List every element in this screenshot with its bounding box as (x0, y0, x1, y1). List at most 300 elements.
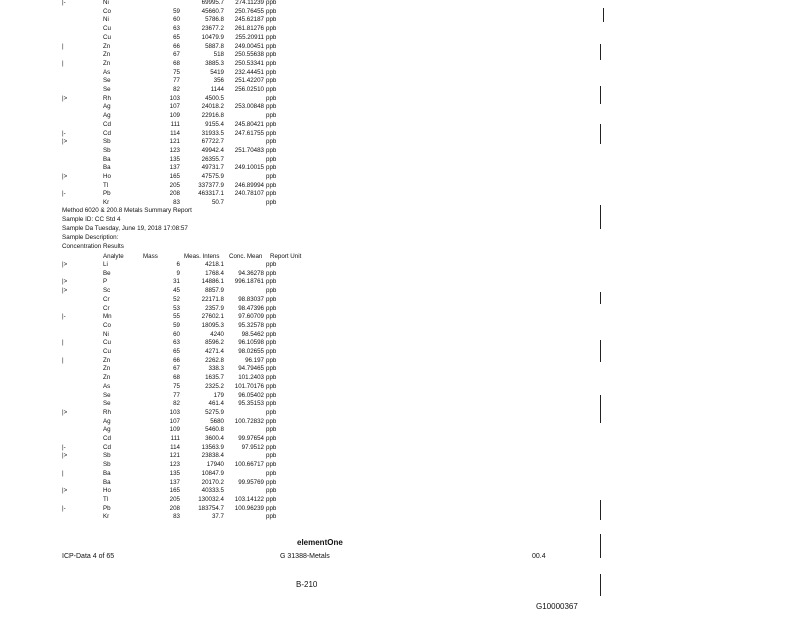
analyte-cell: P (103, 278, 108, 286)
analyte-cell: As (103, 68, 111, 76)
table-row (0, 461, 420, 469)
mass-cell: 60 (173, 16, 180, 24)
analyte-cell: Ba (103, 155, 111, 163)
analyte-cell: Zn (103, 374, 111, 382)
conc-cell: 253.00848 (234, 103, 264, 111)
row-flag: |- (62, 313, 66, 321)
analyte-cell: Se (103, 400, 111, 408)
mass-cell: 6 (176, 261, 180, 268)
table-row (0, 348, 420, 356)
intensity-cell: 337377.9 (198, 181, 224, 189)
intensity-cell: 3885.3 (205, 59, 224, 67)
intensity-cell: 5887.8 (205, 42, 224, 50)
table-row (0, 444, 420, 452)
intensity-cell: 27602.1 (201, 313, 224, 321)
mass-cell: 165 (169, 173, 180, 180)
intensity-cell: 130032.4 (198, 495, 224, 503)
unit-cell: ppb (266, 321, 277, 329)
table-row (0, 426, 420, 434)
unit-cell: ppb (266, 7, 277, 15)
unit-cell: ppb (266, 461, 277, 469)
table-row (0, 487, 420, 495)
unit-cell: ppb (266, 400, 277, 408)
mass-cell: 103 (169, 94, 180, 102)
intensity-cell: 50.7 (211, 199, 224, 207)
intensity-cell: 5419 (210, 68, 224, 76)
intensity-cell: 4240 (210, 330, 224, 338)
mass-cell: 68 (173, 59, 180, 67)
intensity-cell: 518 (213, 51, 224, 59)
intensity-cell: 10847.9 (201, 469, 224, 477)
intensity-cell: 4500.5 (205, 94, 224, 102)
analyte-cell: Cd (103, 435, 111, 442)
intensity-cell: 69995.7 (201, 0, 224, 6)
unit-cell: ppb (266, 348, 277, 355)
analyte-cell: Cd (103, 129, 111, 137)
unit-cell: ppb (266, 112, 277, 120)
analyte-cell: Kr (103, 199, 110, 207)
unit-cell: ppb (266, 382, 277, 390)
intensity-cell: 1144 (210, 86, 224, 93)
margin-mark (603, 8, 604, 22)
table-row (0, 103, 420, 111)
intensity-cell: 5680 (210, 417, 224, 425)
table-row (0, 305, 420, 313)
table-row (0, 365, 420, 373)
unit-cell: ppb (266, 181, 277, 189)
analyte-cell: Zn (103, 59, 111, 67)
mass-cell: 60 (173, 330, 180, 338)
unit-cell: ppb (266, 33, 277, 41)
mass-cell: 67 (173, 51, 180, 59)
analyte-cell: Ho (103, 487, 111, 495)
company-name: elementOne (297, 538, 343, 547)
mass-cell: 109 (169, 112, 180, 120)
intensity-cell: 2325.2 (205, 382, 224, 390)
conc-cell: 101.70176 (234, 382, 264, 390)
conc-cell: 98.02655 (238, 348, 264, 355)
unit-cell: ppb (266, 120, 277, 128)
intensity-cell: 26355.7 (201, 155, 224, 163)
margin-mark (600, 205, 601, 229)
mass-cell: 9 (176, 269, 180, 277)
mass-cell: 55 (173, 313, 180, 321)
concentration-results-heading: Concentration Results (62, 243, 124, 250)
mass-cell: 205 (169, 495, 180, 503)
intensity-cell: 463317.1 (198, 190, 224, 198)
conc-cell: 97.9512 (241, 443, 264, 451)
margin-mark (600, 340, 601, 362)
analyte-cell: Sb (103, 138, 111, 146)
row-flag: | (62, 356, 64, 364)
mass-cell: 111 (170, 435, 180, 442)
intensity-cell: 1635.7 (205, 374, 224, 382)
row-flag: | (62, 469, 64, 477)
conc-cell: 100.66717 (234, 461, 264, 469)
conc-cell: 96.197 (245, 356, 264, 364)
mass-cell: 208 (169, 504, 180, 512)
intensity-cell: 461.4 (208, 400, 224, 408)
intensity-cell: 8596.2 (205, 339, 224, 347)
unit-cell: ppb (266, 278, 277, 286)
analyte-cell: Be (103, 269, 111, 277)
table-row (0, 190, 420, 198)
table-row (0, 69, 420, 77)
conc-cell: 251.42207 (234, 77, 264, 85)
analyte-cell: Sb (103, 452, 111, 460)
conc-cell: 249.10015 (234, 164, 264, 172)
mass-cell: 205 (169, 181, 180, 189)
conc-cell: 100.96239 (234, 504, 264, 512)
table-row (0, 496, 420, 504)
unit-cell: ppb (266, 443, 277, 451)
analyte-cell: Cr (103, 304, 110, 312)
row-flag: |> (62, 138, 68, 146)
table-row (0, 452, 420, 460)
intensity-cell: 49942.4 (201, 146, 224, 154)
analyte-cell: Ni (103, 0, 109, 6)
margin-mark (600, 44, 601, 60)
conc-cell: 96.10598 (238, 339, 264, 347)
conc-cell: 255.20911 (235, 33, 264, 41)
intensity-cell: 20170.2 (201, 478, 224, 486)
margin-mark (600, 124, 601, 144)
table-row (0, 164, 420, 172)
conc-cell: 98.83037 (238, 295, 264, 303)
conc-cell: 274.11239 (235, 0, 264, 6)
mass-cell: 123 (169, 146, 180, 154)
conc-cell: 250.55638 (234, 51, 264, 59)
column-header-intensity: Meas. Intens (184, 253, 220, 260)
mass-cell: 83 (173, 199, 180, 207)
project-label: G 31388-Metals (280, 553, 330, 560)
conc-cell: 97.60709 (238, 313, 264, 321)
analyte-cell: Cu (103, 25, 111, 33)
table-row (0, 357, 420, 365)
conc-cell: 95.35153 (238, 400, 264, 408)
analyte-cell: Se (103, 86, 111, 93)
unit-cell: ppb (266, 513, 277, 521)
unit-cell: ppb (266, 304, 277, 312)
table-row (0, 322, 420, 330)
mass-cell: 123 (169, 461, 180, 469)
table-row (0, 156, 420, 164)
unit-cell: ppb (266, 25, 277, 33)
analyte-cell: Cd (103, 443, 111, 451)
table-row (0, 435, 420, 443)
margin-mark (600, 292, 601, 304)
mass-cell: 68 (173, 374, 180, 382)
mass-cell: 109 (169, 426, 180, 434)
analyte-cell: Ni (103, 16, 109, 24)
intensity-cell: 23677.2 (201, 25, 224, 33)
analyte-cell: Pb (103, 504, 111, 512)
conc-cell: 250.53341 (234, 59, 264, 67)
analyte-cell: Cu (103, 339, 111, 347)
intensity-cell: 67722.7 (201, 138, 224, 146)
conc-cell: 245.80421 (234, 120, 264, 128)
mass-cell: 77 (173, 77, 180, 85)
table-row (0, 0, 420, 7)
conc-cell: 96.05402 (238, 391, 264, 399)
table-row (0, 51, 420, 59)
table-row (0, 339, 420, 347)
conc-cell: 249.00451 (234, 42, 264, 50)
intensity-cell: 5460.8 (205, 426, 224, 434)
unit-cell: ppb (266, 313, 277, 321)
unit-cell: ppb (266, 94, 277, 102)
row-flag: |> (62, 487, 68, 495)
table-row (0, 296, 420, 304)
row-flag: | (62, 339, 64, 347)
unit-cell: ppb (266, 199, 277, 207)
margin-mark (600, 574, 601, 596)
unit-cell: ppb (266, 408, 277, 416)
intensity-cell: 47575.9 (201, 173, 224, 180)
conc-cell: 247.61755 (234, 129, 264, 137)
row-flag: |> (62, 173, 68, 180)
mass-cell: 59 (173, 7, 180, 15)
intensity-cell: 22916.8 (201, 112, 224, 120)
mass-cell: 208 (169, 190, 180, 198)
unit-cell: ppb (266, 59, 277, 67)
conc-cell: 996.18761 (234, 278, 264, 286)
table-row (0, 261, 420, 269)
document-id: G10000367 (536, 602, 578, 611)
conc-cell: 94.79465 (238, 365, 264, 373)
table-row (0, 313, 420, 321)
mass-cell: 53 (173, 304, 180, 312)
table-row (0, 270, 420, 278)
unit-cell: ppb (266, 426, 277, 434)
unit-cell: ppb (266, 77, 277, 85)
intensity-cell: 9155.4 (205, 120, 224, 128)
analyte-cell: Li (103, 261, 108, 268)
row-flag: |> (62, 94, 68, 102)
table-row (0, 77, 420, 85)
row-flag: |> (62, 408, 68, 416)
sample-description: Sample Description: (62, 234, 119, 241)
table-row (0, 278, 420, 286)
intensity-cell: 183754.7 (198, 504, 224, 512)
table-row (0, 86, 420, 94)
intensity-cell: 2262.8 (205, 356, 224, 364)
mass-cell: 137 (169, 164, 180, 172)
analyte-cell: Sb (103, 461, 111, 469)
mass-cell: 75 (173, 382, 180, 390)
table-row (0, 392, 420, 400)
intensity-cell: 338.3 (208, 365, 224, 373)
table-row (0, 418, 420, 426)
table-row (0, 34, 420, 42)
row-flag: |> (62, 261, 68, 268)
unit-cell: ppb (266, 374, 277, 382)
intensity-cell: 45660.7 (201, 7, 224, 15)
table-row (0, 374, 420, 382)
intensity-cell: 10479.9 (201, 33, 224, 41)
table-row (0, 60, 420, 68)
intensity-cell: 5275.9 (205, 408, 224, 416)
row-flag: |> (62, 452, 68, 460)
analyte-cell: Cr (103, 295, 110, 303)
analyte-cell: Ag (103, 426, 111, 434)
row-flag: |> (62, 278, 68, 286)
conc-cell: 98.47396 (238, 304, 264, 312)
mass-cell: 137 (169, 478, 180, 486)
intensity-cell: 23838.4 (201, 452, 224, 460)
analyte-cell: Ho (103, 173, 111, 180)
table-row (0, 43, 420, 51)
intensity-cell: 8857.9 (205, 287, 224, 295)
row-flag: |- (62, 504, 66, 512)
intensity-cell: 4271.4 (205, 348, 224, 355)
analyte-cell: As (103, 382, 111, 390)
intensity-cell: 24018.2 (201, 103, 224, 111)
table-row (0, 138, 420, 146)
mass-cell: 66 (173, 42, 180, 50)
analyte-cell: Pb (103, 190, 111, 198)
table-row (0, 513, 420, 521)
unit-cell: ppb (266, 68, 277, 76)
mass-cell: 75 (173, 68, 180, 76)
conc-cell: 101.2403 (238, 374, 264, 382)
conc-cell: 251.70483 (234, 146, 264, 154)
conc-cell: 99.95769 (238, 478, 264, 486)
version-label: 00.4 (532, 553, 546, 560)
conc-cell: 95.32578 (238, 321, 264, 329)
table-row (0, 383, 420, 391)
table-row (0, 505, 420, 513)
row-flag: |- (62, 443, 66, 451)
conc-cell: 232.44451 (234, 68, 264, 76)
intensity-cell: 179 (213, 391, 224, 399)
row-flag: | (62, 42, 64, 50)
intensity-cell: 22171.8 (201, 295, 224, 303)
row-flag: |- (62, 190, 66, 198)
row-flag: |- (62, 0, 66, 6)
mass-cell: 107 (169, 417, 180, 425)
table-row (0, 130, 420, 138)
table-row (0, 409, 420, 417)
conc-cell: 240.78107 (234, 190, 264, 198)
mass-cell: 121 (169, 138, 180, 146)
unit-cell: ppb (266, 504, 277, 512)
analyte-cell: Mn (103, 313, 112, 321)
unit-cell: ppb (266, 103, 277, 111)
row-flag: |> (62, 287, 68, 295)
analyte-cell: Zn (103, 51, 111, 59)
column-header-mass: Mass (143, 253, 158, 260)
sample-id: Sample ID: CC Std 4 (62, 216, 121, 223)
intensity-cell: 37.7 (211, 513, 224, 521)
intensity-cell: 17940 (206, 461, 224, 469)
table-row (0, 16, 420, 24)
mass-cell: 59 (173, 321, 180, 329)
mass-cell: 77 (173, 391, 180, 399)
unit-cell: ppb (266, 173, 277, 180)
table-row (0, 287, 420, 295)
unit-cell: ppb (266, 287, 277, 295)
analyte-cell: Kr (103, 513, 110, 521)
unit-cell: ppb (266, 391, 277, 399)
unit-cell: ppb (266, 0, 277, 6)
unit-cell: ppb (266, 269, 277, 277)
unit-cell: ppb (266, 469, 277, 477)
analyte-cell: Zn (103, 42, 111, 50)
margin-mark (600, 86, 601, 104)
analyte-cell: Se (103, 391, 111, 399)
mass-cell: 121 (169, 452, 180, 460)
column-header-conc: Conc. Mean (229, 253, 263, 260)
mass-cell: 107 (169, 103, 180, 111)
mass-cell: 82 (173, 86, 180, 93)
intensity-cell: 13563.9 (201, 443, 224, 451)
mass-cell: 82 (173, 400, 180, 408)
analyte-cell: Sc (103, 287, 111, 295)
intensity-cell: 3600.4 (205, 435, 224, 442)
unit-cell: ppb (266, 164, 277, 172)
unit-cell: ppb (266, 356, 277, 364)
column-header-unit: Report Unit (270, 253, 302, 260)
table-row (0, 8, 420, 16)
intensity-cell: 1768.4 (205, 269, 224, 277)
mass-cell: 63 (173, 25, 180, 33)
intensity-cell: 4218.1 (205, 261, 224, 268)
table-row (0, 121, 420, 129)
conc-cell: 246.89994 (234, 181, 264, 189)
page-number: B-210 (296, 580, 318, 589)
mass-cell: 65 (173, 348, 180, 355)
row-flag: | (62, 59, 64, 67)
analyte-cell: Ag (103, 417, 111, 425)
unit-cell: ppb (266, 155, 277, 163)
mass-cell: 114 (170, 443, 180, 451)
unit-cell: ppb (266, 495, 277, 503)
table-row (0, 199, 420, 207)
conc-cell: 100.72832 (234, 417, 264, 425)
table-row (0, 479, 420, 487)
analyte-cell: Cd (103, 120, 111, 128)
unit-cell: ppb (266, 42, 277, 50)
unit-cell: ppb (266, 452, 277, 460)
icp-page-counter: ICP-Data 4 of 65 (62, 553, 115, 560)
unit-cell: ppb (266, 261, 277, 268)
unit-cell: ppb (266, 16, 277, 24)
analyte-cell: Cu (103, 33, 111, 41)
analyte-cell: Tl (103, 495, 109, 503)
conc-cell: 98.5462 (241, 330, 264, 338)
mass-cell: 52 (173, 295, 180, 303)
mass-cell: 66 (173, 356, 180, 364)
conc-cell: 245.62187 (234, 16, 264, 24)
row-flag: |- (62, 129, 66, 137)
analyte-cell: Se (103, 77, 111, 85)
unit-cell: ppb (266, 330, 277, 338)
mass-cell: 111 (170, 120, 180, 128)
intensity-cell: 40333.5 (201, 487, 224, 495)
table-row (0, 112, 420, 120)
mass-cell: 67 (173, 365, 180, 373)
analyte-cell: Rh (103, 94, 111, 102)
table-row (0, 470, 420, 478)
margin-mark (600, 534, 601, 558)
analyte-cell: Ag (103, 112, 111, 120)
mass-cell: 135 (169, 155, 180, 163)
intensity-cell: 14886.1 (201, 278, 224, 286)
table-row (0, 95, 420, 103)
intensity-cell: 2357.9 (205, 304, 224, 312)
table-row (0, 182, 420, 190)
